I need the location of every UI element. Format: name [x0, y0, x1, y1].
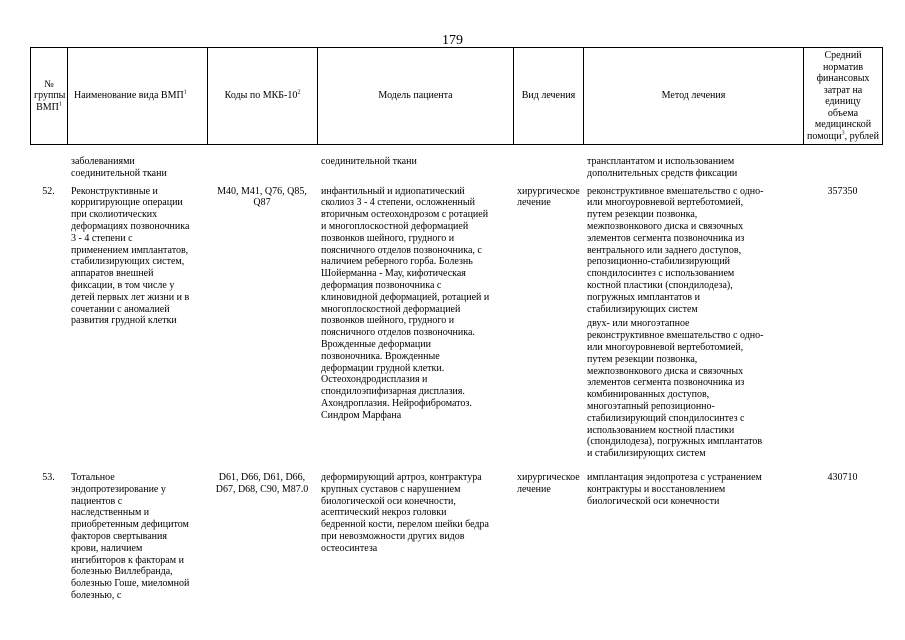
- cell-name: Реконструктивные и корригирующие операции при сколиотических деформациях позвоночника 3 - 4 степени с применением имплантатов, стабилизирующих систем, аппаратов внешней фиксации, в том числе у детей первых лет жизни и в сочетании с аномалией развития грудной клетки: [71, 185, 190, 327]
- cell-treatment: хирургическое лечение: [517, 471, 580, 495]
- page-number: 179: [442, 33, 463, 48]
- header-method: Метод лечения: [584, 48, 804, 145]
- method-text: имплантация эндопротеза с устранением контрактуры и восстановлением биологической оси конечности: [587, 471, 762, 507]
- table-row: [30, 186, 882, 472]
- cell-model: деформирующий артроз, контрактура крупных суставов с нарушением биологической оси конечности, асептический некроз головки бедренной кости, перелом шейки бедра при невозможности других видов остеосинтеза: [321, 471, 489, 554]
- cell-codes: M40, M41, Q76, Q85, Q87: [217, 185, 307, 209]
- cell-num: 53.: [42, 471, 55, 483]
- header-group: № группы ВМП$^1$: [31, 48, 68, 145]
- cell-name: Тотальное эндопротезирование у пациентов с наследственным и приобретенным дефицитом факторов свертывания крови, наличием ингибиторов к факторам и болезнью Виллебранда, болезнью Гоше, миеломной болезнью, с: [71, 471, 190, 601]
- table-row-continuation: [30, 156, 882, 186]
- header-codes: Коды по МКБ-$10^2$: [208, 48, 318, 145]
- method-text: реконструктивное вмешательство с одно- или многоуровневой вертеботомией, путем резекции позвонка, межпозвонкового диска и связочных элементов сегмента позвоночника из вентрального или заднего доступов, репозиционно-стабилизирующий спондилосинтез с использованием костной пластики (спондилодеза), погружных имплантатов и стабилизирующих систем: [587, 185, 764, 315]
- cell-cost: 357350: [827, 185, 858, 197]
- cell-model: соединительной ткани: [321, 156, 417, 167]
- cell-num: 52.: [42, 185, 55, 197]
- table-header: [30, 47, 883, 145]
- method-text: двух- или многоэтапное реконструктивное вмешательство с одно- или многоуровневой вертеботомией, путем резекции позвонка, межпозвонкового диска и связочных элементов сегмента позвоночника из комбинированных доступов, многоэтапный репозиционно- стабилизирующий спондилосинтез с использованием костной пластики (спондилодеза), погружных имплантатов и стабилизирующих систем: [587, 318, 764, 460]
- table-body: [30, 156, 882, 602]
- cell-method: [583, 472, 803, 602]
- table-row: [30, 472, 882, 602]
- header-name: Наименование вида ВМП$^1$: [68, 48, 208, 145]
- cell-treatment: хирургическое лечение: [517, 185, 580, 209]
- cell-cost: 430710: [827, 471, 858, 483]
- cell-codes: D61, D66, D61, D66, D67, D68, C90, M87.0: [215, 471, 309, 495]
- cell-model: инфантильный и идиопатический сколиоз 3 - 4 степени, осложненный вторичным остеохондрозом с ротацией и многоплоскостной деформацией позвонков шейного, грудного и поясничного отделов позвоночника, с наличием реберного горба. Болезнь Шойерманна - Мау, кифотическая деформация позвоночника с клиновидной деформацией, ротацией и многоплоскостной деформацией позвонков шейного, грудного и поясничного отделов позвоночника. Врожденные деформации позвоночника. Врожденные деформации грудной клетки. Остеохондродисплазия и спондилоэпифизарная дисплазия. Ахондроплазия. Нейрофиброматоз. Синдром Марфана: [321, 185, 490, 421]
- header-model: Модель пациента: [318, 48, 514, 145]
- header-treatment: Вид лечения: [514, 48, 584, 145]
- header-cost: Средний норматив финансовых затрат на единицу объема медицинской помощи$^3$, рублей: [804, 48, 883, 145]
- cell-method: [583, 186, 803, 472]
- cell-method: трансплантатом и использованием дополнительных средств фиксации: [587, 156, 738, 179]
- cell-name: заболеваниями соединительной ткани: [71, 156, 167, 179]
